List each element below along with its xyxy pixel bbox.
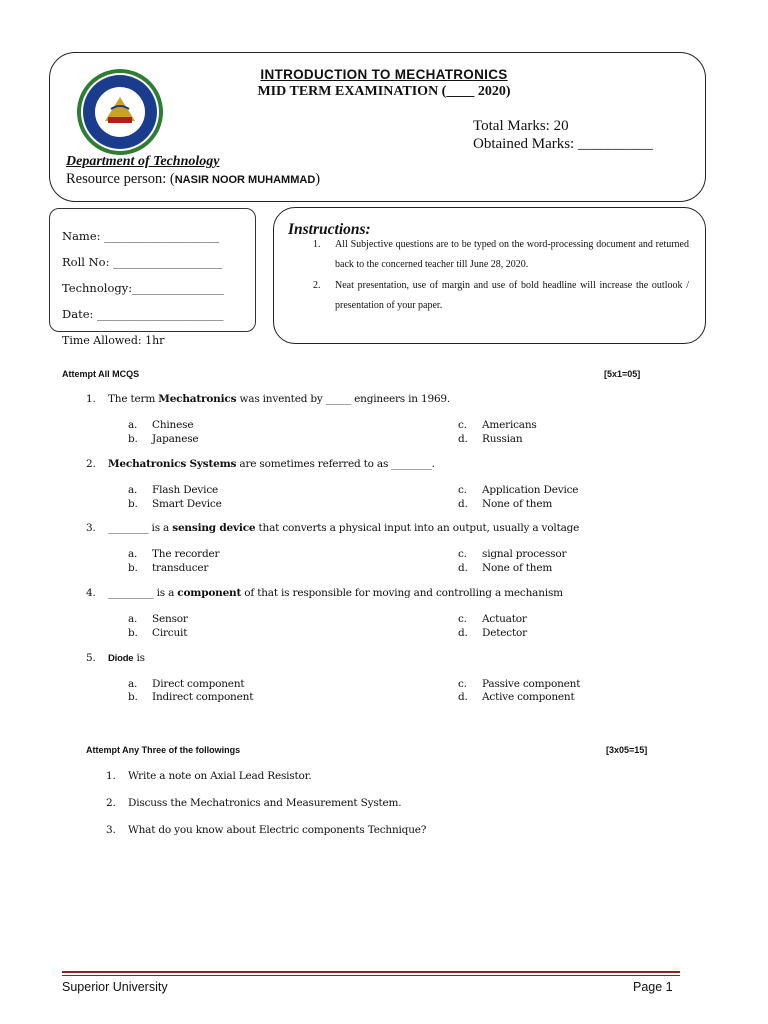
mcq-option[interactable]: a. Sensor [128, 613, 188, 625]
mcq-option[interactable]: a. Direct component [128, 678, 245, 690]
instruction-item: 1. All Subjective questions are to be typed on the word-processing document and returned back to the concerned teacher till June 28, 2020. [313, 239, 689, 270]
mcq-option[interactable]: b. Japanese [128, 433, 199, 445]
subjective-question: 2. Discuss the Mechatronics and Measurement System. [106, 797, 402, 809]
footer-university: Superior University [62, 980, 168, 994]
mcq-option[interactable]: d. None of them [458, 498, 553, 510]
instructions-title: Instructions: [288, 221, 371, 238]
page-number: Page 1 [633, 980, 673, 994]
mcq-question: 2. Mechatronics Systems are sometimes referred to as ________. [86, 458, 435, 470]
mcq-option[interactable]: a. The recorder [128, 548, 220, 560]
mcq-question: 4. _________ is a component of that is responsible for moving and controlling a mechanism [86, 587, 563, 599]
resource-person: Resource person: (NASIR NOOR MUHAMMAD) [66, 171, 321, 187]
subjective-question: 3. What do you know about Electric components Technique? [106, 824, 427, 836]
exam-subtitle: MID TERM EXAMINATION (____ 2020) [257, 84, 511, 99]
instruction-item: 2. Neat presentation, use of margin and use of bold headline will increase the outlook / presentation of your paper. [313, 280, 689, 311]
mcq-option[interactable]: b. Smart Device [128, 498, 222, 510]
footer-rule [62, 975, 680, 976]
mcq-option[interactable]: b. Circuit [128, 627, 188, 639]
mcq-option[interactable]: b. transducer [128, 562, 209, 574]
mcq-option[interactable]: c. Application Device [458, 484, 579, 496]
obtained-marks: Obtained Marks: __________ [473, 136, 653, 152]
mcq-option[interactable]: d. Active component [458, 691, 575, 703]
resource-person-name: NASIR NOOR MUHAMMAD [174, 174, 316, 186]
mcq-option[interactable]: a. Flash Device [128, 484, 219, 496]
mcq-option[interactable]: c. Actuator [458, 613, 527, 625]
mcq-option[interactable]: d. None of them [458, 562, 553, 574]
exam-course-title: INTRODUCTION TO MECHATRONICS [260, 67, 508, 82]
department-label: Department of Technology [66, 154, 220, 169]
mcq-section-marks: [5x1=05] [604, 369, 641, 379]
date-field[interactable]: Date: ______________________ [62, 307, 224, 321]
subjective-question: 1. Write a note on Axial Lead Resistor. [106, 770, 312, 782]
mcq-question: 3. ________ is a sensing device that converts a physical input into an output, usually a voltage [86, 522, 580, 534]
roll-no-field[interactable]: Roll No: ___________________ [62, 255, 223, 269]
mcq-option[interactable]: d. Russian [458, 433, 523, 445]
mcq-option[interactable]: b. Indirect component [128, 691, 254, 703]
mcq-option[interactable]: c. Americans [458, 419, 537, 431]
subjective-section-marks: [3x05=15] [606, 745, 648, 755]
mcq-section-title: Attempt All MCQS [62, 369, 140, 379]
total-marks: Total Marks: 20 [473, 118, 569, 134]
subjective-section-title: Attempt Any Three of the followings [86, 745, 241, 755]
mcq-option[interactable]: a. Chinese [128, 419, 194, 431]
mcq-option[interactable]: c. Passive component [458, 678, 581, 690]
mcq-question: 5. Diode is [86, 652, 145, 664]
footer-rule [62, 971, 680, 973]
mcq-question: 1. The term Mechatronics was invented by _____ engineers in 1969. [86, 393, 451, 405]
technology-field[interactable]: Technology:________________ [62, 281, 225, 295]
time-allowed: Time Allowed: 1hr [62, 334, 165, 347]
mcq-option[interactable]: d. Detector [458, 627, 527, 639]
name-field[interactable]: Name: ____________________ [62, 229, 220, 243]
mcq-option[interactable]: c. signal processor [458, 548, 567, 560]
